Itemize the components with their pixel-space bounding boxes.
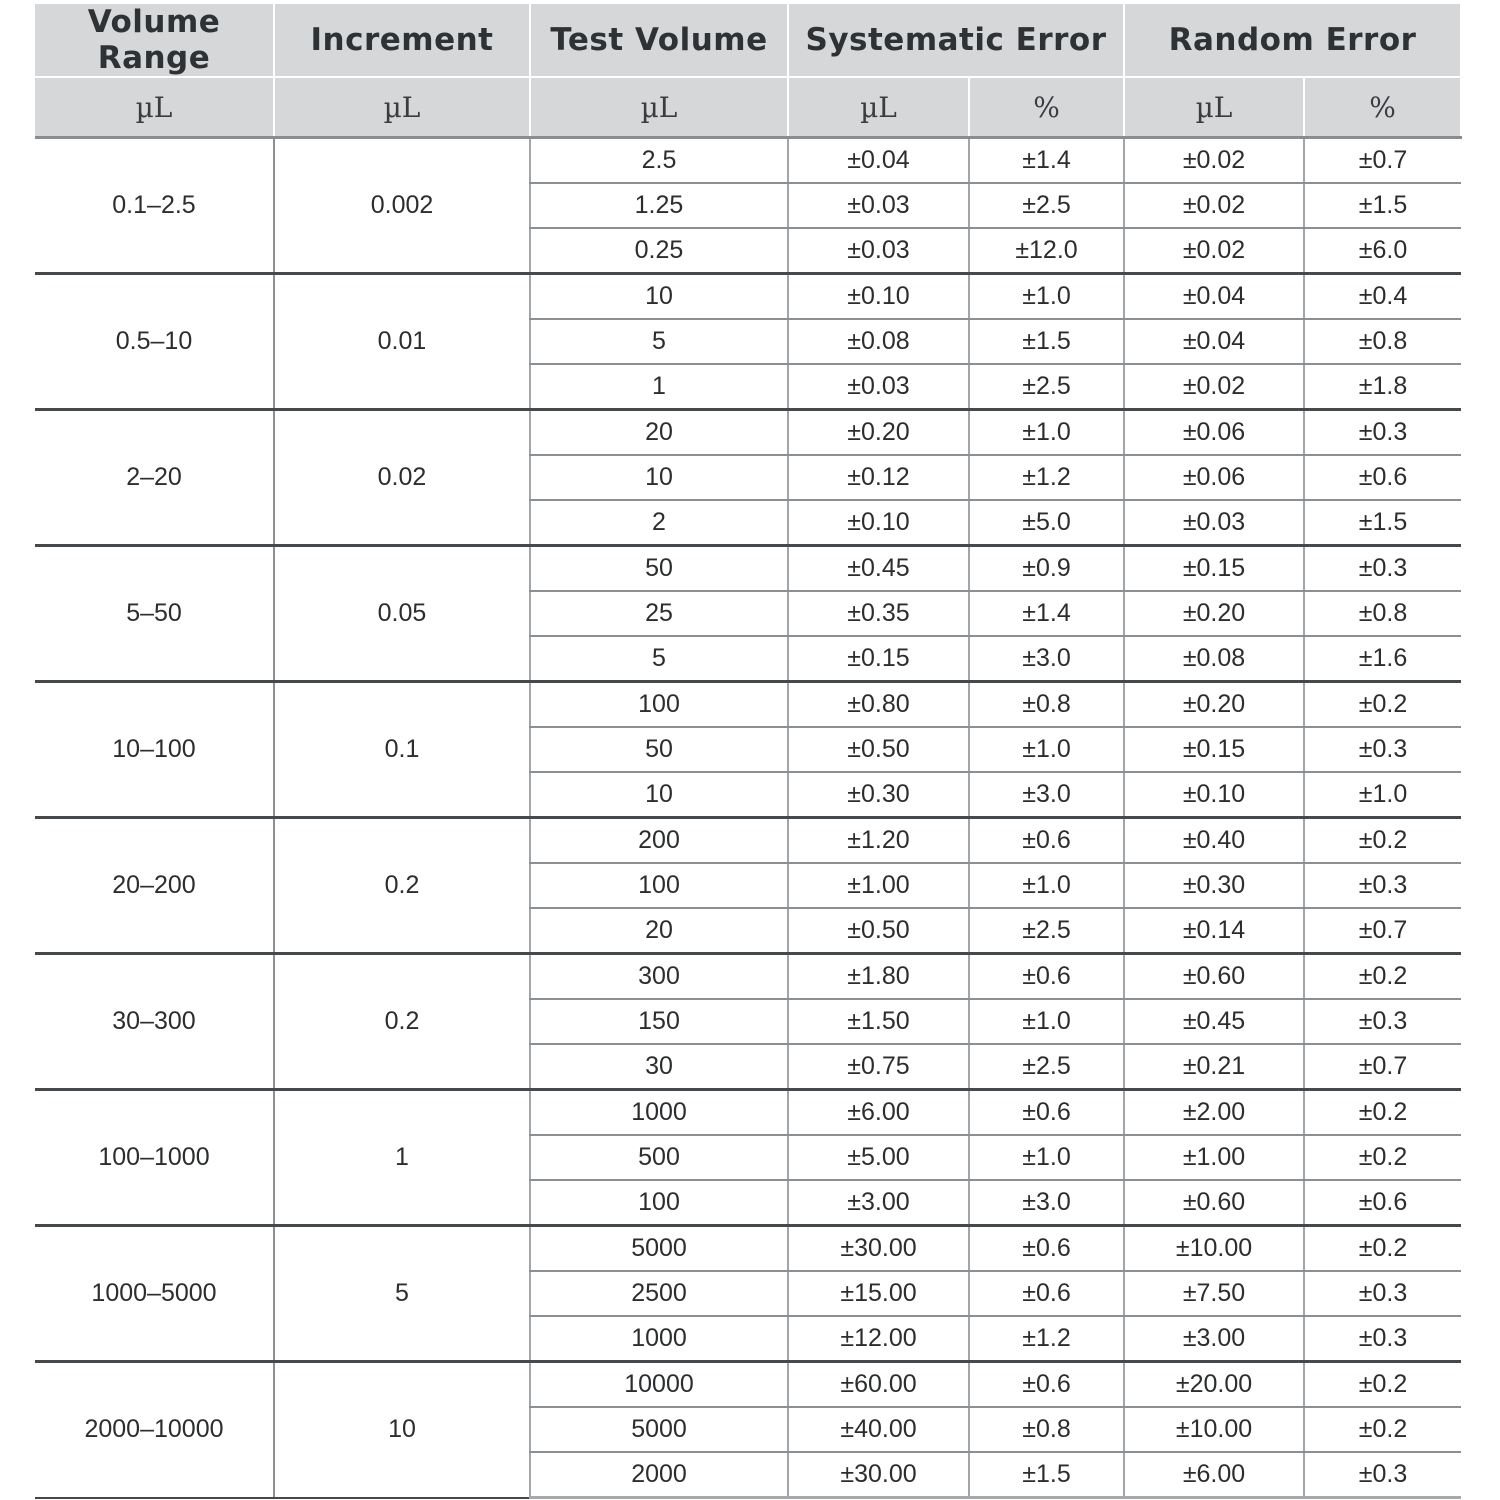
volume-range-cell: 100–1000 (35, 1090, 274, 1226)
test-volume-cell: 1000 (530, 1090, 788, 1136)
systematic-ul-cell: ±0.10 (788, 500, 969, 546)
volume-range-cell: 20–200 (35, 818, 274, 954)
test-volume-cell: 2 (530, 500, 788, 546)
systematic-ul-cell: ±40.00 (788, 1407, 969, 1452)
random-ul-cell: ±0.40 (1124, 818, 1304, 864)
table-row (35, 274, 1461, 320)
test-volume-cell: 25 (530, 591, 788, 636)
random-ul-cell: ±0.02 (1124, 228, 1304, 274)
random-ul-cell: ±0.02 (1124, 183, 1304, 228)
systematic-percent-cell: ±0.8 (969, 682, 1124, 728)
increment-cell: 0.02 (274, 410, 530, 546)
test-volume-cell: 5000 (530, 1407, 788, 1452)
systematic-percent-cell: ±2.5 (969, 364, 1124, 410)
header-random-error: Random Error (1124, 4, 1461, 77)
test-volume-cell: 5000 (530, 1226, 788, 1272)
test-volume-cell: 10 (530, 274, 788, 320)
test-volume-cell: 20 (530, 410, 788, 456)
increment-cell: 0.2 (274, 954, 530, 1090)
systematic-percent-cell: ±5.0 (969, 500, 1124, 546)
systematic-ul-cell: ±0.04 (788, 138, 969, 184)
random-percent-cell: ±0.3 (1304, 1316, 1461, 1362)
systematic-percent-cell: ±0.6 (969, 1090, 1124, 1136)
table-row (35, 410, 1461, 456)
random-ul-cell: ±0.30 (1124, 863, 1304, 908)
random-percent-cell: ±0.3 (1304, 863, 1461, 908)
table-row (35, 546, 1461, 592)
test-volume-cell: 100 (530, 1180, 788, 1226)
volume-range-cell: 30–300 (35, 954, 274, 1090)
header-test-volume: Test Volume (530, 4, 788, 77)
random-percent-cell: ±0.3 (1304, 410, 1461, 456)
increment-cell: 0.2 (274, 818, 530, 954)
volume-range-cell: 2000–10000 (35, 1362, 274, 1498)
random-ul-cell: ±20.00 (1124, 1362, 1304, 1408)
systematic-ul-cell: ±60.00 (788, 1362, 969, 1408)
systematic-percent-cell: ±0.8 (969, 1407, 1124, 1452)
pipette-spec-table-container (35, 4, 1461, 1499)
increment-cell: 1 (274, 1090, 530, 1226)
systematic-percent-cell: ±2.5 (969, 183, 1124, 228)
systematic-ul-cell: ±0.80 (788, 682, 969, 728)
random-percent-cell: ±0.2 (1304, 1362, 1461, 1408)
test-volume-cell: 0.25 (530, 228, 788, 274)
unit-random-percent: % (1304, 77, 1461, 138)
random-percent-cell: ±1.8 (1304, 364, 1461, 410)
systematic-ul-cell: ±0.75 (788, 1044, 969, 1090)
table-header (35, 4, 1461, 138)
header-increment: Increment (274, 4, 530, 77)
random-percent-cell: ±1.5 (1304, 500, 1461, 546)
unit-random-ul: µL (1124, 77, 1304, 138)
random-percent-cell: ±1.5 (1304, 183, 1461, 228)
random-ul-cell: ±0.06 (1124, 410, 1304, 456)
table-row (35, 1226, 1461, 1272)
random-ul-cell: ±0.04 (1124, 274, 1304, 320)
systematic-percent-cell: ±3.0 (969, 772, 1124, 818)
systematic-ul-cell: ±0.03 (788, 364, 969, 410)
systematic-percent-cell: ±1.5 (969, 1452, 1124, 1498)
volume-range-cell: 10–100 (35, 682, 274, 818)
random-percent-cell: ±0.7 (1304, 908, 1461, 954)
test-volume-cell: 5 (530, 636, 788, 682)
increment-cell: 0.01 (274, 274, 530, 410)
random-percent-cell: ±0.6 (1304, 455, 1461, 500)
test-volume-cell: 10000 (530, 1362, 788, 1408)
random-percent-cell: ±0.2 (1304, 1226, 1461, 1272)
test-volume-cell: 2000 (530, 1452, 788, 1498)
increment-cell: 0.05 (274, 546, 530, 682)
random-ul-cell: ±0.21 (1124, 1044, 1304, 1090)
random-percent-cell: ±0.6 (1304, 1180, 1461, 1226)
volume-range-cell: 1000–5000 (35, 1226, 274, 1362)
systematic-percent-cell: ±1.2 (969, 1316, 1124, 1362)
random-ul-cell: ±1.00 (1124, 1135, 1304, 1180)
test-volume-cell: 500 (530, 1135, 788, 1180)
table-row (35, 138, 1461, 184)
random-percent-cell: ±0.3 (1304, 1452, 1461, 1498)
random-percent-cell: ±0.3 (1304, 999, 1461, 1044)
systematic-percent-cell: ±2.5 (969, 1044, 1124, 1090)
random-percent-cell: ±0.3 (1304, 546, 1461, 592)
systematic-ul-cell: ±15.00 (788, 1271, 969, 1316)
volume-range-cell: 0.1–2.5 (35, 138, 274, 274)
systematic-ul-cell: ±0.03 (788, 228, 969, 274)
systematic-ul-cell: ±3.00 (788, 1180, 969, 1226)
random-ul-cell: ±0.10 (1124, 772, 1304, 818)
random-ul-cell: ±0.03 (1124, 500, 1304, 546)
test-volume-cell: 5 (530, 319, 788, 364)
systematic-percent-cell: ±0.9 (969, 546, 1124, 592)
random-percent-cell: ±0.2 (1304, 682, 1461, 728)
systematic-ul-cell: ±5.00 (788, 1135, 969, 1180)
random-percent-cell: ±6.0 (1304, 228, 1461, 274)
random-percent-cell: ±0.2 (1304, 818, 1461, 864)
table-row (35, 1090, 1461, 1136)
header-volume-range: Volume Range (35, 4, 274, 77)
random-ul-cell: ±3.00 (1124, 1316, 1304, 1362)
random-percent-cell: ±0.7 (1304, 138, 1461, 184)
header-row-titles (35, 4, 1461, 77)
table-row (35, 1362, 1461, 1408)
random-ul-cell: ±0.15 (1124, 546, 1304, 592)
systematic-ul-cell: ±0.12 (788, 455, 969, 500)
systematic-percent-cell: ±1.0 (969, 274, 1124, 320)
unit-test-volume: µL (530, 77, 788, 138)
increment-cell: 5 (274, 1226, 530, 1362)
header-row-units (35, 77, 1461, 138)
random-ul-cell: ±0.02 (1124, 364, 1304, 410)
random-ul-cell: ±10.00 (1124, 1226, 1304, 1272)
increment-cell: 0.1 (274, 682, 530, 818)
systematic-ul-cell: ±1.80 (788, 954, 969, 1000)
test-volume-cell: 1 (530, 364, 788, 410)
random-ul-cell: ±2.00 (1124, 1090, 1304, 1136)
systematic-percent-cell: ±0.6 (969, 1271, 1124, 1316)
systematic-ul-cell: ±0.30 (788, 772, 969, 818)
test-volume-cell: 1.25 (530, 183, 788, 228)
systematic-percent-cell: ±0.6 (969, 1362, 1124, 1408)
random-ul-cell: ±0.04 (1124, 319, 1304, 364)
volume-range-cell: 2–20 (35, 410, 274, 546)
systematic-percent-cell: ±1.5 (969, 319, 1124, 364)
systematic-ul-cell: ±0.50 (788, 908, 969, 954)
random-ul-cell: ±0.14 (1124, 908, 1304, 954)
random-ul-cell: ±0.08 (1124, 636, 1304, 682)
systematic-percent-cell: ±1.0 (969, 410, 1124, 456)
random-percent-cell: ±0.2 (1304, 1407, 1461, 1452)
random-percent-cell: ±0.8 (1304, 591, 1461, 636)
systematic-percent-cell: ±3.0 (969, 1180, 1124, 1226)
random-ul-cell: ±10.00 (1124, 1407, 1304, 1452)
random-ul-cell: ±0.06 (1124, 455, 1304, 500)
systematic-percent-cell: ±1.0 (969, 727, 1124, 772)
random-percent-cell: ±1.6 (1304, 636, 1461, 682)
random-ul-cell: ±0.60 (1124, 954, 1304, 1000)
test-volume-cell: 1000 (530, 1316, 788, 1362)
systematic-ul-cell: ±0.03 (788, 183, 969, 228)
test-volume-cell: 100 (530, 863, 788, 908)
random-percent-cell: ±0.2 (1304, 1135, 1461, 1180)
systematic-ul-cell: ±12.00 (788, 1316, 969, 1362)
test-volume-cell: 2500 (530, 1271, 788, 1316)
systematic-percent-cell: ±0.6 (969, 954, 1124, 1000)
systematic-ul-cell: ±0.08 (788, 319, 969, 364)
random-percent-cell: ±0.8 (1304, 319, 1461, 364)
systematic-ul-cell: ±1.50 (788, 999, 969, 1044)
test-volume-cell: 20 (530, 908, 788, 954)
systematic-percent-cell: ±3.0 (969, 636, 1124, 682)
test-volume-cell: 100 (530, 682, 788, 728)
systematic-ul-cell: ±0.45 (788, 546, 969, 592)
increment-cell: 10 (274, 1362, 530, 1498)
test-volume-cell: 2.5 (530, 138, 788, 184)
test-volume-cell: 300 (530, 954, 788, 1000)
random-ul-cell: ±0.20 (1124, 682, 1304, 728)
systematic-ul-cell: ±6.00 (788, 1090, 969, 1136)
unit-systematic-percent: % (969, 77, 1124, 138)
test-volume-cell: 30 (530, 1044, 788, 1090)
systematic-ul-cell: ±30.00 (788, 1226, 969, 1272)
table-row (35, 818, 1461, 864)
table-body (35, 138, 1461, 1498)
systematic-percent-cell: ±1.0 (969, 863, 1124, 908)
unit-systematic-ul: µL (788, 77, 969, 138)
test-volume-cell: 50 (530, 727, 788, 772)
random-ul-cell: ±7.50 (1124, 1271, 1304, 1316)
systematic-percent-cell: ±1.0 (969, 1135, 1124, 1180)
random-percent-cell: ±0.3 (1304, 1271, 1461, 1316)
header-systematic-error: Systematic Error (788, 4, 1124, 77)
systematic-percent-cell: ±1.4 (969, 138, 1124, 184)
random-ul-cell: ±0.60 (1124, 1180, 1304, 1226)
volume-range-cell: 5–50 (35, 546, 274, 682)
random-ul-cell: ±0.45 (1124, 999, 1304, 1044)
systematic-ul-cell: ±0.10 (788, 274, 969, 320)
test-volume-cell: 10 (530, 772, 788, 818)
test-volume-cell: 200 (530, 818, 788, 864)
systematic-ul-cell: ±0.50 (788, 727, 969, 772)
test-volume-cell: 50 (530, 546, 788, 592)
volume-range-cell: 0.5–10 (35, 274, 274, 410)
random-ul-cell: ±0.15 (1124, 727, 1304, 772)
increment-cell: 0.002 (274, 138, 530, 274)
test-volume-cell: 150 (530, 999, 788, 1044)
systematic-percent-cell: ±2.5 (969, 908, 1124, 954)
random-percent-cell: ±0.2 (1304, 1090, 1461, 1136)
random-percent-cell: ±1.0 (1304, 772, 1461, 818)
random-ul-cell: ±0.02 (1124, 138, 1304, 184)
random-percent-cell: ±0.3 (1304, 727, 1461, 772)
table-row (35, 682, 1461, 728)
pipette-spec-table (35, 4, 1462, 1499)
unit-volume-range: µL (35, 77, 274, 138)
unit-increment: µL (274, 77, 530, 138)
systematic-percent-cell: ±1.2 (969, 455, 1124, 500)
systematic-percent-cell: ±0.6 (969, 818, 1124, 864)
systematic-percent-cell: ±0.6 (969, 1226, 1124, 1272)
systematic-percent-cell: ±1.0 (969, 999, 1124, 1044)
test-volume-cell: 10 (530, 455, 788, 500)
random-ul-cell: ±0.20 (1124, 591, 1304, 636)
random-percent-cell: ±0.2 (1304, 954, 1461, 1000)
systematic-percent-cell: ±12.0 (969, 228, 1124, 274)
systematic-ul-cell: ±0.15 (788, 636, 969, 682)
systematic-ul-cell: ±0.20 (788, 410, 969, 456)
random-percent-cell: ±0.7 (1304, 1044, 1461, 1090)
systematic-ul-cell: ±1.00 (788, 863, 969, 908)
systematic-ul-cell: ±0.35 (788, 591, 969, 636)
systematic-ul-cell: ±1.20 (788, 818, 969, 864)
table-row (35, 954, 1461, 1000)
systematic-percent-cell: ±1.4 (969, 591, 1124, 636)
random-percent-cell: ±0.4 (1304, 274, 1461, 320)
systematic-ul-cell: ±30.00 (788, 1452, 969, 1498)
random-ul-cell: ±6.00 (1124, 1452, 1304, 1498)
